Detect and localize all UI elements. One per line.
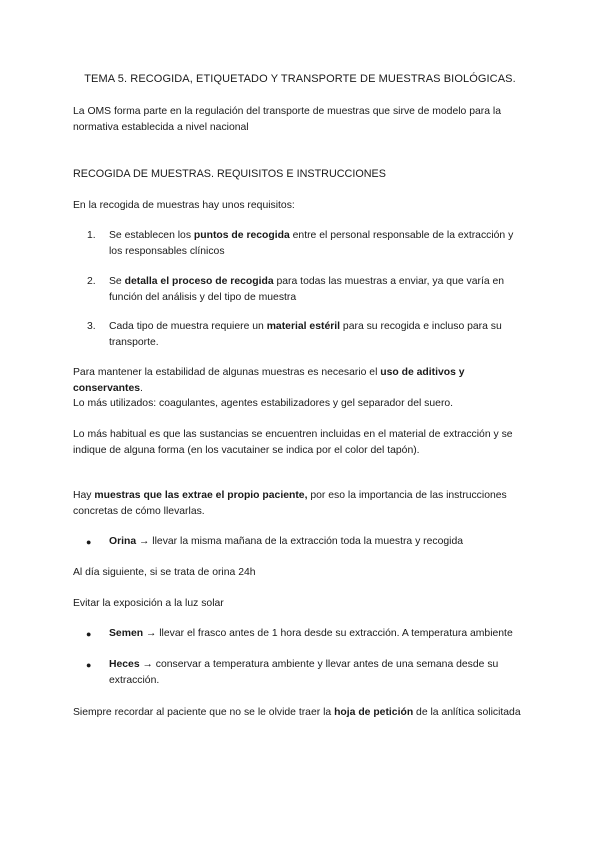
requisitos-intro: En la recogida de muestras hay unos requisitos: [73,200,295,211]
list-text: → conservar a temperatura ambiente y llevar antes de una semana desde su extracción. [109,659,499,686]
list-text: Cada tipo de muestra requiere un [109,321,267,332]
intro-paragraph: La OMS forma parte en la regulación del transporte de muestras que sirve de modelo para la normativa establecida a nivel nacional [73,106,501,133]
mas-utilizados-paragraph: Lo más utilizados: coagulantes, agentes estabilizadores y gel separador del suero. [73,398,454,409]
list-item [86,534,519,550]
section-heading: RECOGIDA DE MUESTRAS. REQUISITOS E INSTRUCCIONES [73,168,386,180]
list-item [87,319,519,351]
list-number: 3. [87,321,96,332]
list-number: 1. [87,230,96,241]
list-bold: Orina [109,536,137,547]
list-bold: detalla el proceso de recogida [124,276,274,287]
list-bold: material estéril [266,321,341,332]
list-text: → llevar la misma mañana de la extracción toda la muestra y recogida [136,536,464,547]
page-title: TEMA 5. RECOGIDA, ETIQUETADO Y TRANSPORTE DE MUESTRAS BIOLÓGICAS. [84,73,516,85]
list-bold: Semen [109,628,144,639]
list-item [86,626,519,642]
list-text: para su recogida e incluso para su transporte. [109,321,502,348]
estabilidad-paragraph: Para mantener la estabilidad de algunas muestras es necesario el uso de aditivos y conservantes. [73,367,465,394]
habitual-paragraph: Lo más habitual es que las sustancias se encuentren incluidas en el material de extracción y se indique de alguna forma (en los vacutainer se indica por el color del tapón). [73,429,513,456]
list-item [87,274,519,306]
bullet-icon: ● [86,629,92,639]
list-bold: Heces [109,659,140,670]
list-item [86,657,519,689]
list-item [87,228,519,260]
evitar-paragraph: Evitar la exposición a la luz solar [73,598,224,609]
bullet-icon: ● [86,660,92,670]
list-bold: puntos de recogida [193,230,290,241]
list-text: Se [109,276,125,287]
list-text: para todas las muestras a enviar, ya que varía en función del análisis y del tipo de muestra [109,276,505,303]
list-text: Se establecen los [109,230,194,241]
siempre-paragraph: Siempre recordar al paciente que no se le olvide traer la hoja de petición de la anlítica solicitada [73,707,521,718]
list-number: 2. [87,276,96,287]
dia-siguiente-paragraph: Al día siguiente, si se trata de orina 24h [73,567,256,578]
paciente-paragraph: Hay muestras que las extrae el propio paciente, por eso la importancia de las instrucciones concretas de cómo llevarlas. [73,490,507,517]
bullet-icon: ● [86,537,92,547]
list-text: entre el personal responsable de la extracción y los responsables clínicos [109,230,514,257]
list-text: → llevar el frasco antes de 1 hora desde su extracción. A temperatura ambiente [143,628,513,639]
